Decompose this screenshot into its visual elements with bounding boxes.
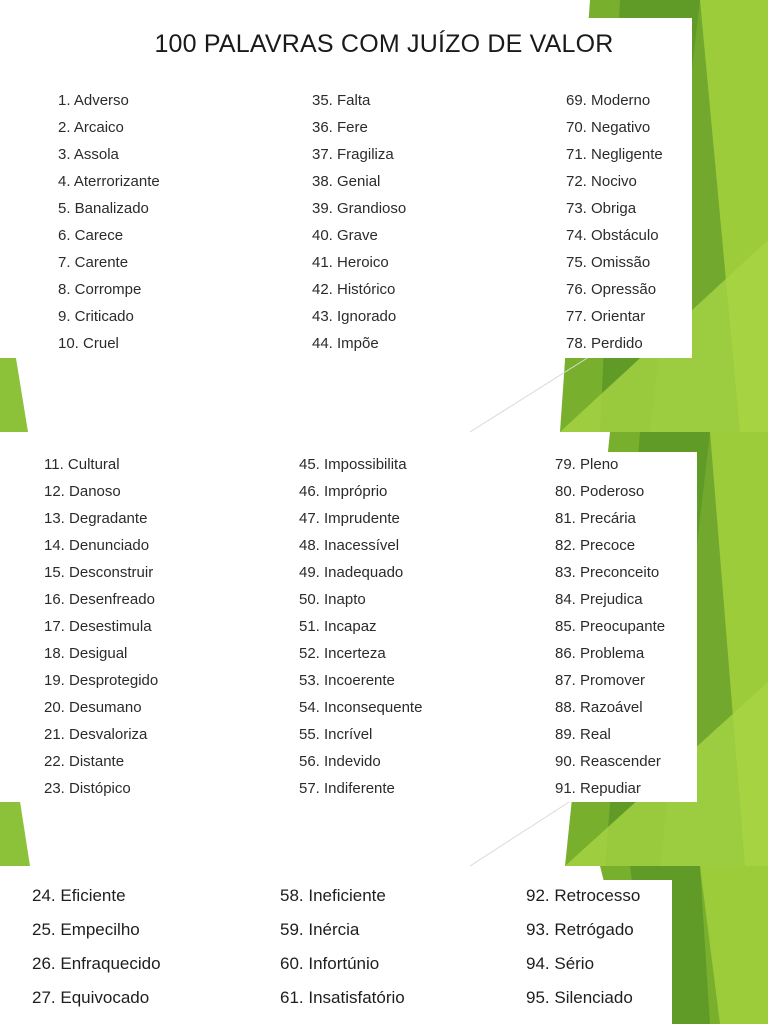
list-item: 37. Fragiliza <box>312 146 394 163</box>
list-item: 14. Denunciado <box>44 537 150 554</box>
list-item: 56. Indevido <box>299 753 381 770</box>
list-item: 3. Assola <box>58 146 119 163</box>
list-item: 16. Desenfreado <box>44 591 155 608</box>
list-item: 55. Incrível <box>299 726 373 743</box>
list-item: 15. Desconstruir <box>44 564 154 581</box>
slide-3 <box>0 866 768 1024</box>
list-item: 1. Adverso <box>58 92 129 109</box>
list-item: 76. Opressão <box>566 281 657 298</box>
list-item: 71. Negligente <box>566 146 663 163</box>
list-item: 11. Cultural <box>44 456 120 473</box>
list-item: 39. Grandioso <box>312 200 407 217</box>
list-item: 24. Eficiente <box>32 886 126 905</box>
list-item: 22. Distante <box>44 753 125 770</box>
list-item: 70. Negativo <box>566 119 651 136</box>
list-item: 88. Razoável <box>555 699 643 716</box>
list-item: 90. Reascender <box>555 753 661 770</box>
list-item: 93. Retrógado <box>526 920 634 939</box>
list-item: 43. Ignorado <box>312 308 397 325</box>
list-item: 91. Repudiar <box>555 780 641 797</box>
list-item: 72. Nocivo <box>566 173 637 190</box>
list-item: 17. Desestimula <box>44 618 152 635</box>
list-item: 4. Aterrorizante <box>58 173 160 190</box>
list-item: 60. Infortúnio <box>280 954 380 973</box>
list-item: 6. Carece <box>58 227 124 244</box>
list-item: 45. Impossibilita <box>299 456 407 473</box>
list-item: 87. Promover <box>555 672 646 689</box>
slide-1 <box>0 0 768 432</box>
list-item: 92. Retrocesso <box>526 886 641 905</box>
list-item: 80. Poderoso <box>555 483 645 500</box>
list-item: 36. Fere <box>312 119 368 136</box>
list-item: 86. Problema <box>555 645 645 662</box>
list-item: 85. Preocupante <box>555 618 666 635</box>
list-item: 59. Inércia <box>280 920 360 939</box>
list-item: 5. Banalizado <box>58 200 149 217</box>
list-item: 35. Falta <box>312 92 371 109</box>
list-item: 47. Imprudente <box>299 510 400 527</box>
page-title: 100 PALAVRAS COM JUÍZO DE VALOR <box>154 30 614 58</box>
list-item: 42. Histórico <box>312 281 396 298</box>
list-item: 57. Indiferente <box>299 780 395 797</box>
list-item: 82. Precoce <box>555 537 636 554</box>
list-item: 73. Obriga <box>566 200 637 217</box>
list-item: 52. Incerteza <box>299 645 386 662</box>
list-item: 77. Orientar <box>566 308 646 325</box>
list-item: 78. Perdido <box>566 335 643 352</box>
list-item: 51. Incapaz <box>299 618 377 635</box>
list-item: 7. Carente <box>58 254 129 271</box>
list-item: 41. Heroico <box>312 254 389 271</box>
list-item: 25. Empecilho <box>32 920 140 939</box>
list-item: 26. Enfraquecido <box>32 954 161 973</box>
list-item: 2. Arcaico <box>58 119 124 136</box>
list-item: 23. Distópico <box>44 780 131 797</box>
list-item: 12. Danoso <box>44 483 121 500</box>
list-item: 79. Pleno <box>555 456 619 473</box>
list-item: 38. Genial <box>312 173 381 190</box>
list-item: 94. Sério <box>526 954 595 973</box>
list-item: 49. Inadequado <box>299 564 404 581</box>
list-item: 69. Moderno <box>566 92 651 109</box>
slide-2 <box>0 432 768 866</box>
list-item: 83. Preconceito <box>555 564 660 581</box>
list-item: 81. Precária <box>555 510 636 527</box>
list-item: 89. Real <box>555 726 611 743</box>
list-item: 84. Prejudica <box>555 591 643 608</box>
list-item: 46. Impróprio <box>299 483 388 500</box>
list-item: 21. Desvaloriza <box>44 726 148 743</box>
list-item: 61. Insatisfatório <box>280 988 405 1007</box>
list-item: 20. Desumano <box>44 699 142 716</box>
list-item: 44. Impõe <box>312 335 379 352</box>
list-item: 40. Grave <box>312 227 378 244</box>
list-item: 13. Degradante <box>44 510 148 527</box>
list-item: 75. Omissão <box>566 254 651 271</box>
list-item: 48. Inacessível <box>299 537 400 554</box>
list-item: 10. Cruel <box>58 335 119 352</box>
list-item: 50. Inapto <box>299 591 366 608</box>
list-item: 18. Desigual <box>44 645 128 662</box>
list-item: 8. Corrompe <box>58 281 142 298</box>
list-item: 58. Ineficiente <box>280 886 386 905</box>
list-item: 95. Silenciado <box>526 988 633 1007</box>
list-item: 54. Inconsequente <box>299 699 423 716</box>
list-item: 27. Equivocado <box>32 988 150 1007</box>
list-item: 74. Obstáculo <box>566 227 659 244</box>
list-item: 9. Criticado <box>58 308 134 325</box>
list-item: 53. Incoerente <box>299 672 395 689</box>
list-item: 19. Desprotegido <box>44 672 159 689</box>
